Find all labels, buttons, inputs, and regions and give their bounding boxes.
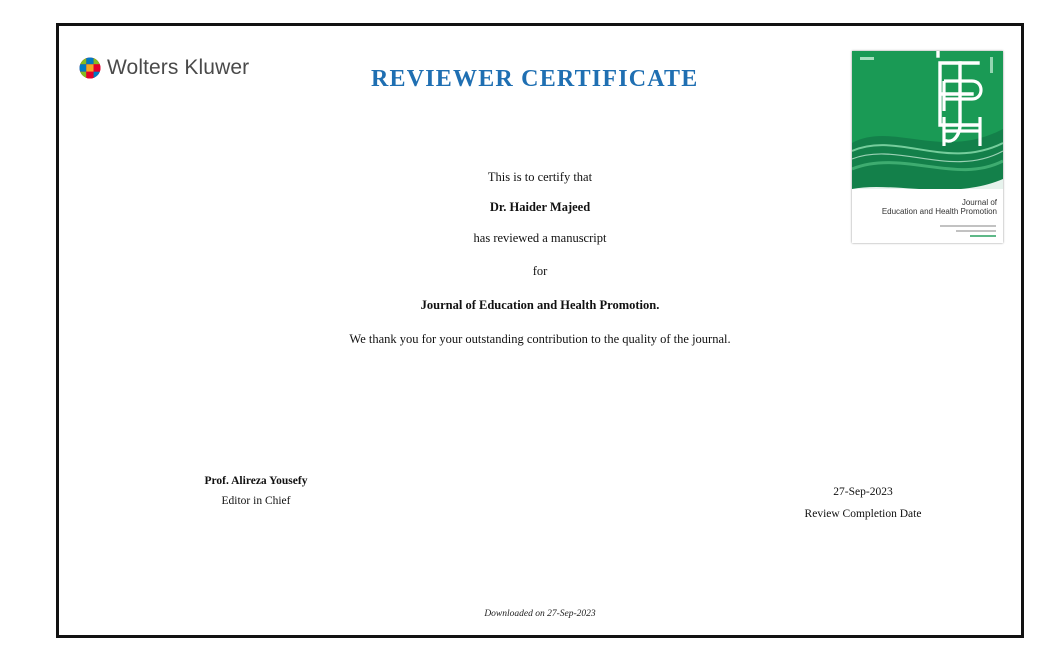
journal-name: Journal of Education and Health Promotion. xyxy=(420,298,660,312)
certificate-frame xyxy=(56,23,1024,638)
cover-title-line2: Education and Health Promotion xyxy=(881,207,997,216)
publisher-name: Wolters Kluwer xyxy=(107,56,250,79)
review-date-label: Review Completion Date xyxy=(804,508,922,520)
thanks-line: We thank you for your outstanding contribution to the quality of the journal. xyxy=(349,332,731,346)
publisher-logo xyxy=(79,56,249,80)
wolters-kluwer-logo-icon xyxy=(79,57,101,79)
for-line: for xyxy=(532,264,548,278)
editor-signature-block xyxy=(156,471,356,511)
review-date: 27-Sep-2023 xyxy=(833,486,893,498)
download-note: Downloaded on 27-Sep-2023 xyxy=(484,609,596,619)
certify-line: This is to certify that xyxy=(487,170,593,184)
certificate-title: REVIEWER CERTIFICATE xyxy=(371,66,699,92)
date-signature-block xyxy=(763,481,963,525)
editor-role: Editor in Chief xyxy=(221,495,291,507)
editor-name: Prof. Alireza Yousefy xyxy=(204,475,308,487)
action-line: has reviewed a manuscript xyxy=(473,231,607,245)
cover-title-line1: Journal of xyxy=(961,198,997,207)
reviewer-name: Dr. Haider Majeed xyxy=(489,200,591,214)
